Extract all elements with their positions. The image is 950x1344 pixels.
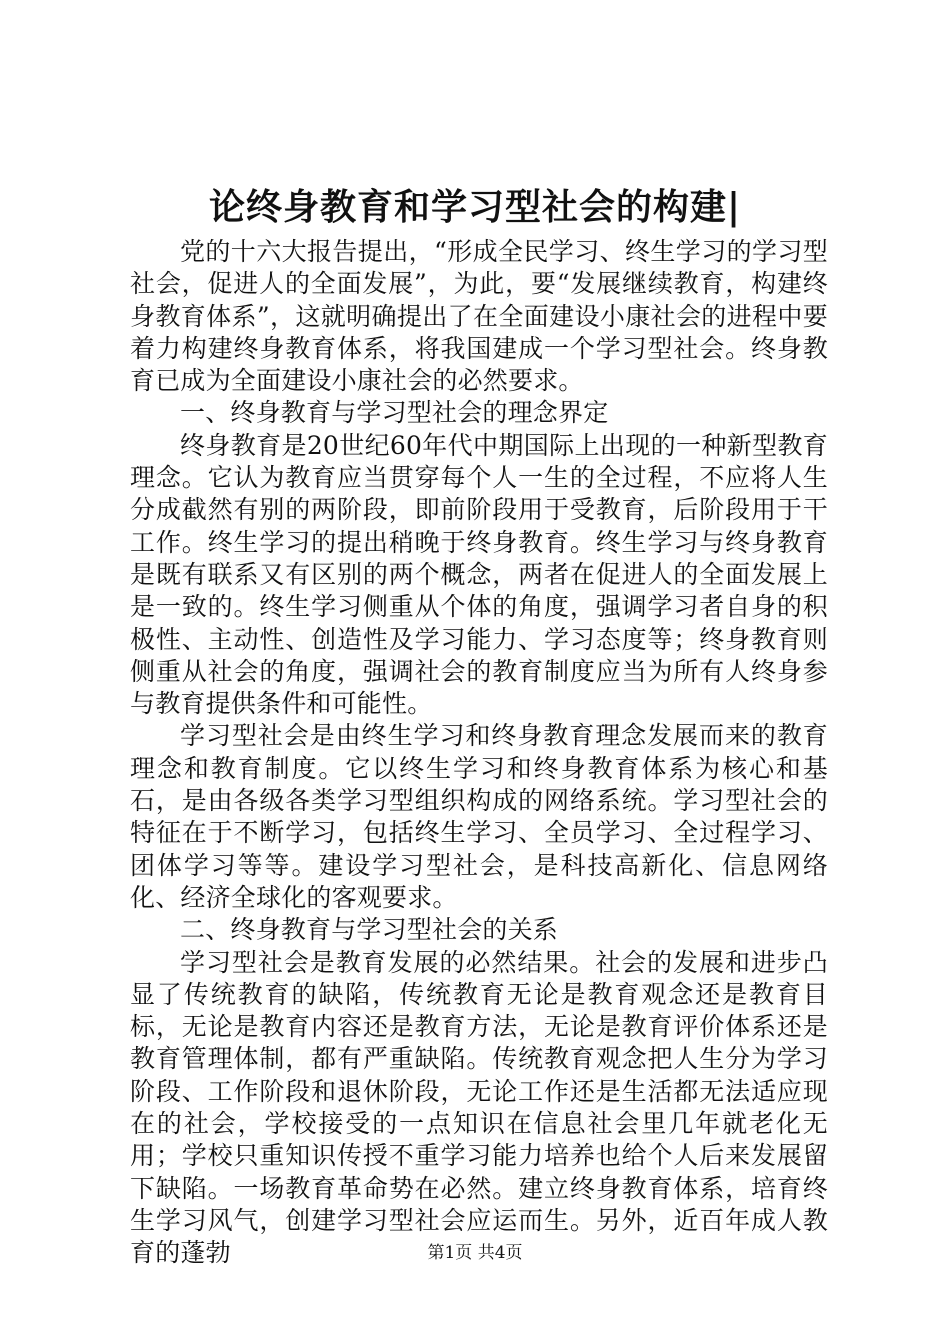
paragraph-intro: 党的十六大报告提出，“形成全民学习、终生学习的学习型社会，促进人的全面发展”，为此，要“发展继续教育，构建终身教育体系”，这就明确提出了在全面建设小康社会的进程中要着力构建终身教育体系，将我国建成一个学习型社会。终身教育已成为全面建设小康社会的必然要求。 [130,237,828,396]
section-heading-1: 一、终身教育与学习型社会的理念界定 [180,398,609,428]
document-body [130,236,828,1270]
document-title: 论终身教育和学习型社会的构建| [208,186,742,228]
paragraph-relationship: 学习型社会是教育发展的必然结果。社会的发展和进步凸显了传统教育的缺陷，传统教育无论是教育观念还是教育目标，无论是教育内容还是教育方法，无论是教育评价体系还是教育管理体制，都有严重缺陷。传统教育观念把人生分为学习阶段、工作阶段和退休阶段，无论工作还是生活都无法适应现在的社会，学校接受的一点知识在信息社会里几年就老化无用；学校只重知识传授不重学习能力培养也给个人后来发展留下缺陷。一场教育革命势在必然。建立终身教育体系，培育终生学习风气，创建学习型社会应运而生。另外，近百年成人教育的蓬勃 [130,947,828,1268]
paragraph-lifelong-education: 终身教育是20世纪60年代中期国际上出现的一种新型教育理念。它认为教育应当贯穿每个人一生的全过程，不应将人生分成截然有别的两阶段，即前阶段用于受教育，后阶段用于干工作。终生学习的提出稍晚于终身教育。终生学习与终身教育是既有联系又有区别的两个概念，两者在促进人的全面发展上是一致的。终生学习侧重从个体的角度，强调学习者自身的积极性、主动性、创造性及学习能力、学习态度等；终身教育则侧重从社会的角度，强调社会的教育制度应当为所有人终身参与教育提供条件和可能性。 [130,430,828,719]
paragraph-learning-society: 学习型社会是由终生学习和终身教育理念发展而来的教育理念和教育制度。它以终生学习和终身教育体系为核心和基石，是由各级各类学习型组织构成的网络系统。学习型社会的特征在于不断学习，包括终生学习、全员学习、全过程学习、团体学习等等。建设学习型社会，是科技高新化、信息网络化、经济全球化的客观要求。 [130,721,828,912]
section-heading-2: 二、终身教育与学习型社会的关系 [180,915,559,945]
page-footer: 第1页 共4页 [427,1243,523,1263]
